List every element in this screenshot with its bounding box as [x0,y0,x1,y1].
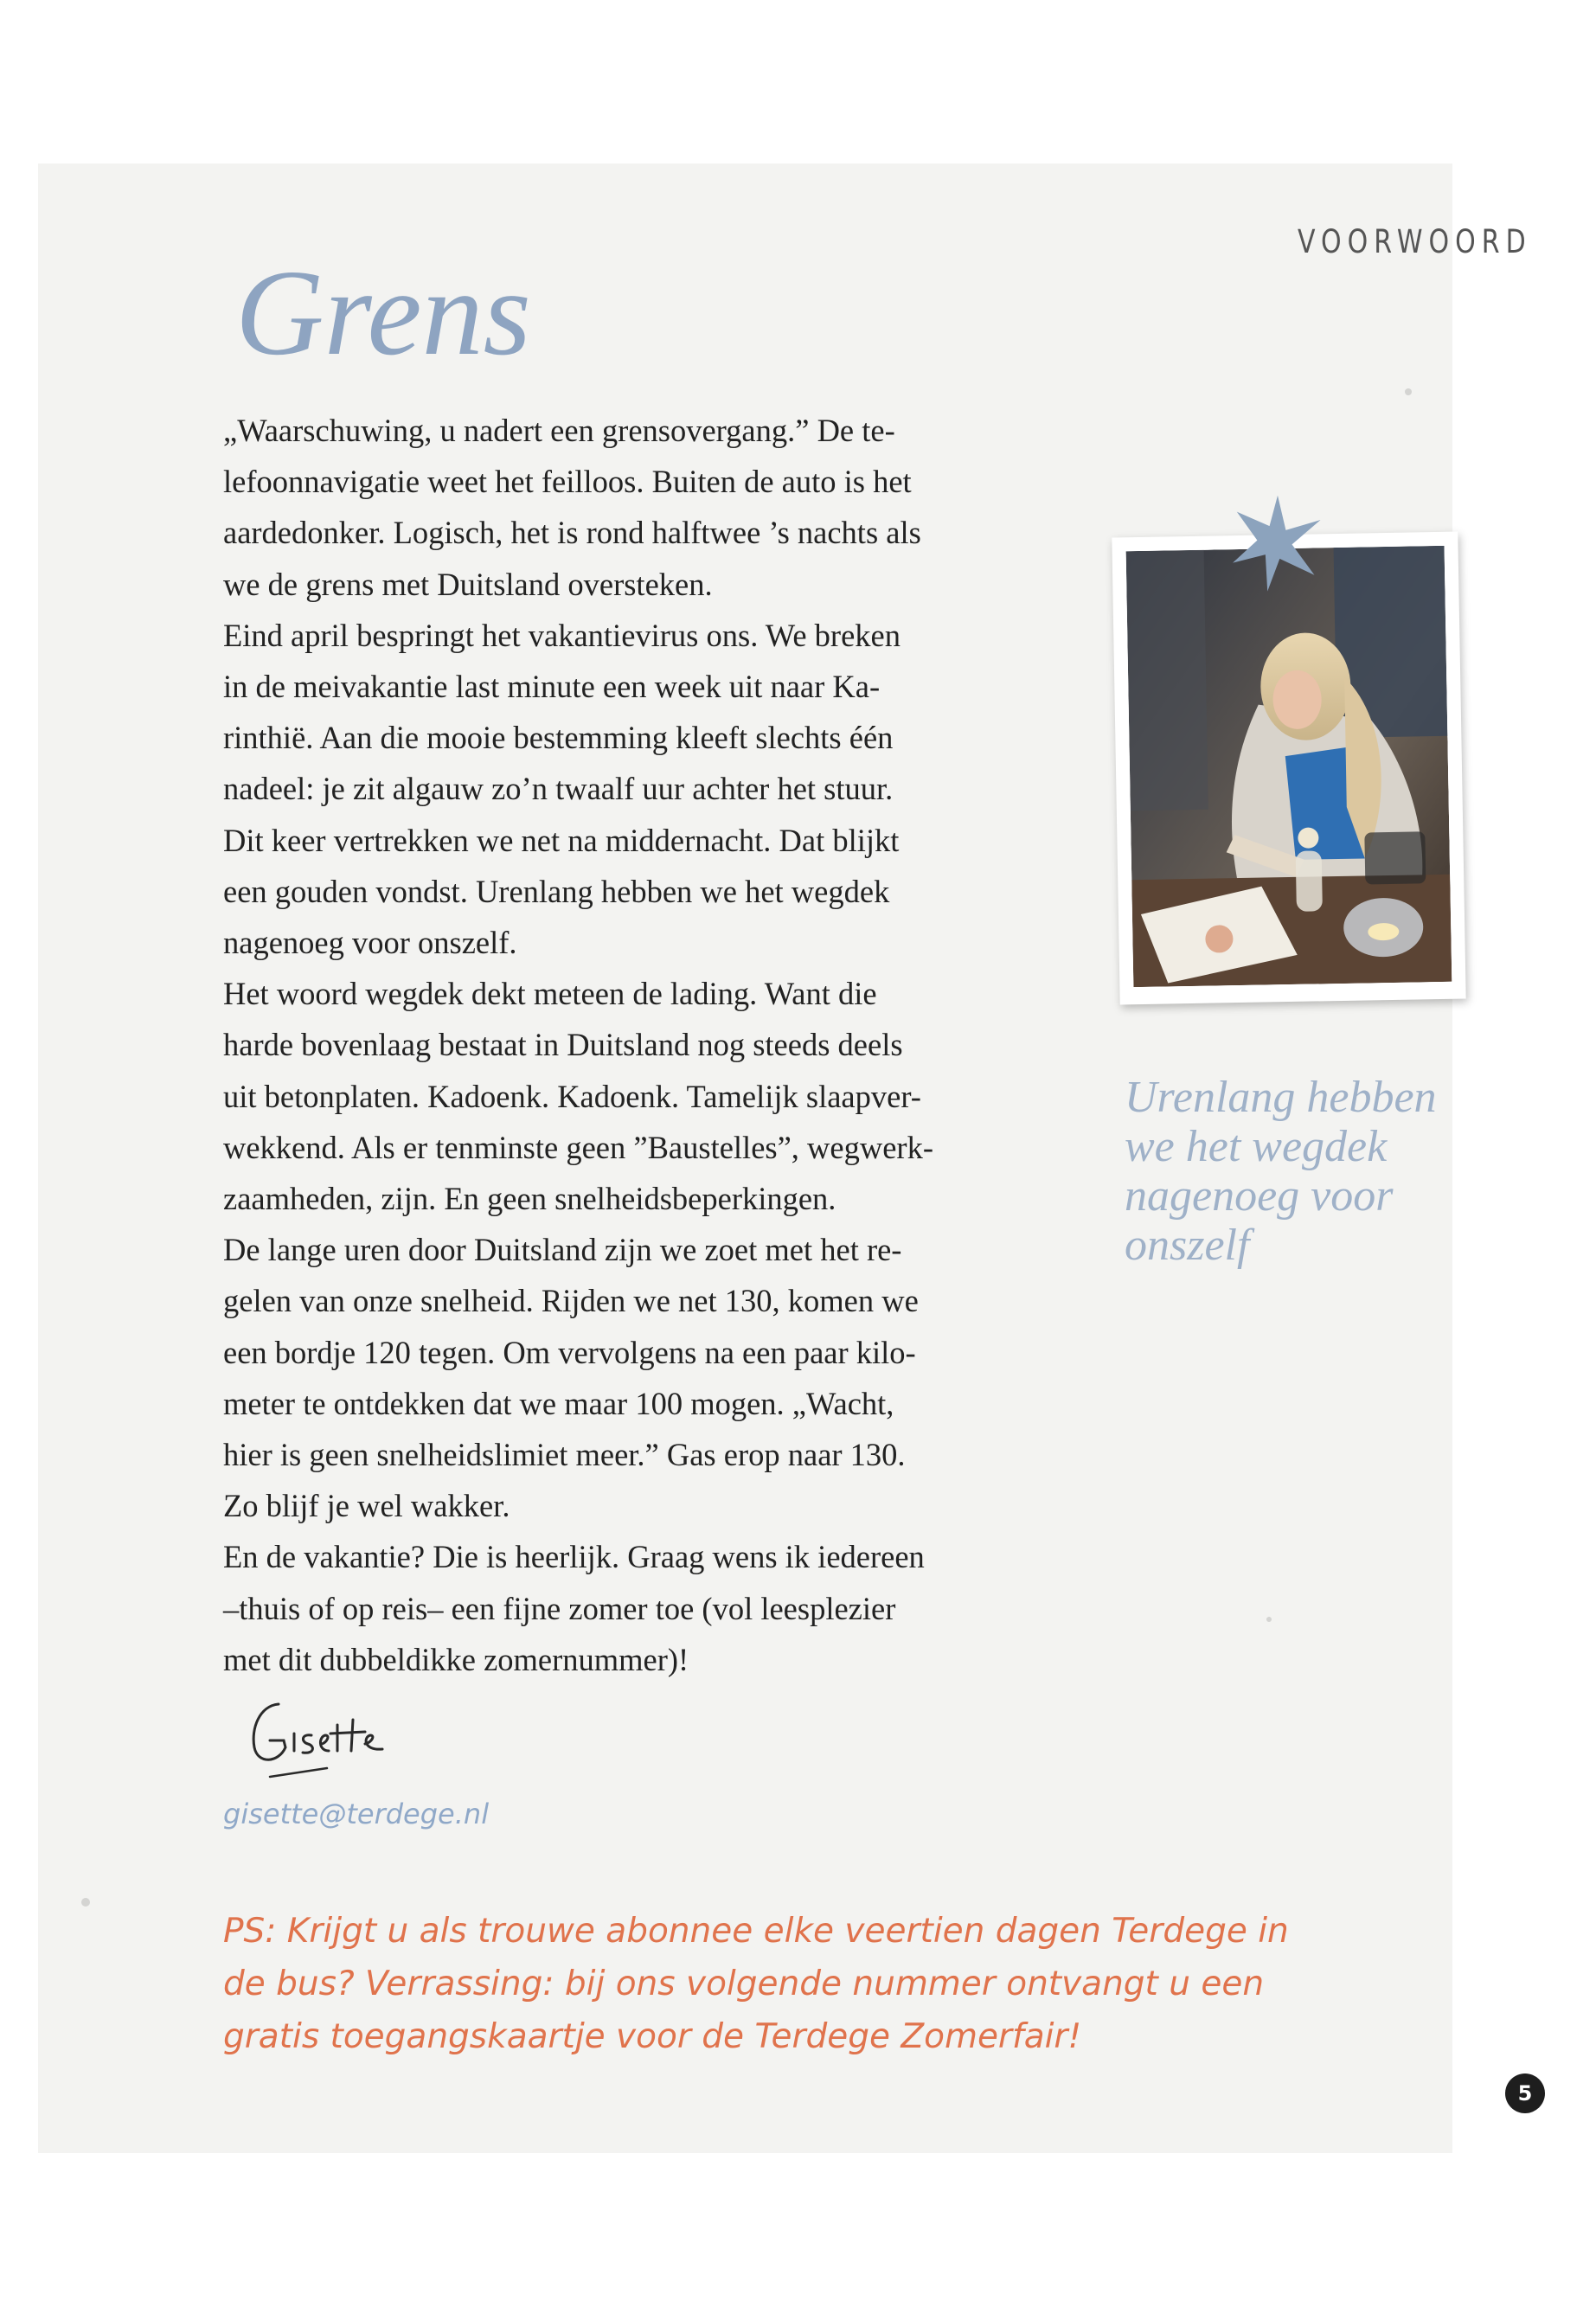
ps-line: de bus? Verrassing: bij ons volgende nummer ontvangt u een [223,1965,1265,2003]
body-line: meter te ontdekken dat we maar 100 mogen. „Wacht, [223,1385,894,1421]
body-line: nagenoeg voor onszelf. [223,925,517,961]
star-sticker-icon [1227,491,1329,593]
signature [244,1694,417,1789]
section-label: VOORWOORD [1298,223,1532,261]
body-line: aardedonker. Logisch, het is rond halftwee ’s nachts als [223,515,921,551]
body-line: wekkend. Als er tenminste geen ”Baustelles”, wegwerk- [223,1129,933,1165]
body-line: lefoonnavigatie weet het feilloos. Buiten de auto is het [223,464,912,500]
body-line: Eind april bespringt het vakantievirus ons. We breken [223,617,901,653]
body-line: we de grens met Duitsland oversteken. [223,566,713,602]
body-line: Zo blijf je wel wakker. [223,1488,510,1524]
author-email: gisette@terdege.nl [223,1798,490,1830]
article-body [223,405,1006,1685]
ps-note [223,1905,1304,2063]
body-line: –thuis of op reis– een fijne zomer toe (vol leesplezier [223,1590,896,1626]
author-photo-frame [1112,532,1465,1005]
paper-speck [81,1898,90,1907]
pull-quote-line: we het wegdek [1125,1122,1388,1171]
ps-line: gratis toegangskaartje voor de Terdege Zomerfair! [223,2017,1082,2056]
paper-speck [1405,388,1412,395]
body-line: met dit dubbeldikke zomernummer)! [223,1641,689,1677]
body-line: hier is geen snelheidslimiet meer.” Gas erop naar 130. [223,1437,906,1473]
body-line: harde bovenlaag bestaat in Duitsland nog steeds deels [223,1027,903,1063]
body-line: een gouden vondst. Urenlang hebben we het wegdek [223,873,890,909]
article-title: Grens [235,244,531,381]
body-line: En de vakantie? Die is heerlijk. Graag wens ik iedereen [223,1539,925,1575]
page-number: 5 [1505,2073,1545,2113]
body-line: zaamheden, zijn. En geen snelheidsbeperkingen. [223,1181,836,1217]
body-line: nadeel: je zit algauw zo’n twaalf uur achter het stuur. [223,771,894,807]
body-line: „Waarschuwing, u nadert een grensovergang.” De te- [223,413,895,448]
pull-quote-line: Urenlang hebben [1125,1073,1437,1122]
ps-line: PS: Krijgt u als trouwe abonnee elke veertien dagen Terdege in [223,1912,1289,1951]
body-line: De lange uren door Duitsland zijn we zoet met het re- [223,1232,902,1268]
body-line: rinthië. Aan die mooie bestemming kleeft slechts één [223,720,894,756]
body-line: Dit keer vertrekken we net na middernacht. Dat blijkt [223,822,900,858]
pull-quote [1125,1073,1453,1270]
pull-quote-line: nagenoeg voor [1125,1171,1394,1221]
body-line: Het woord wegdek dekt meteen de lading. Want die [223,976,877,1012]
paper-speck [1266,1617,1272,1622]
author-photo [1126,546,1452,987]
body-line: een bordje 120 tegen. Om vervolgens na een paar kilo- [223,1334,916,1370]
body-line: in de meivakantie last minute een week uit naar Ka- [223,669,881,705]
body-line: gelen van onze snelheid. Rijden we net 130, komen we [223,1283,919,1319]
body-line: uit betonplaten. Kadoenk. Kadoenk. Tamelijk slaapver- [223,1078,921,1114]
pull-quote-line: onszelf [1125,1221,1250,1270]
